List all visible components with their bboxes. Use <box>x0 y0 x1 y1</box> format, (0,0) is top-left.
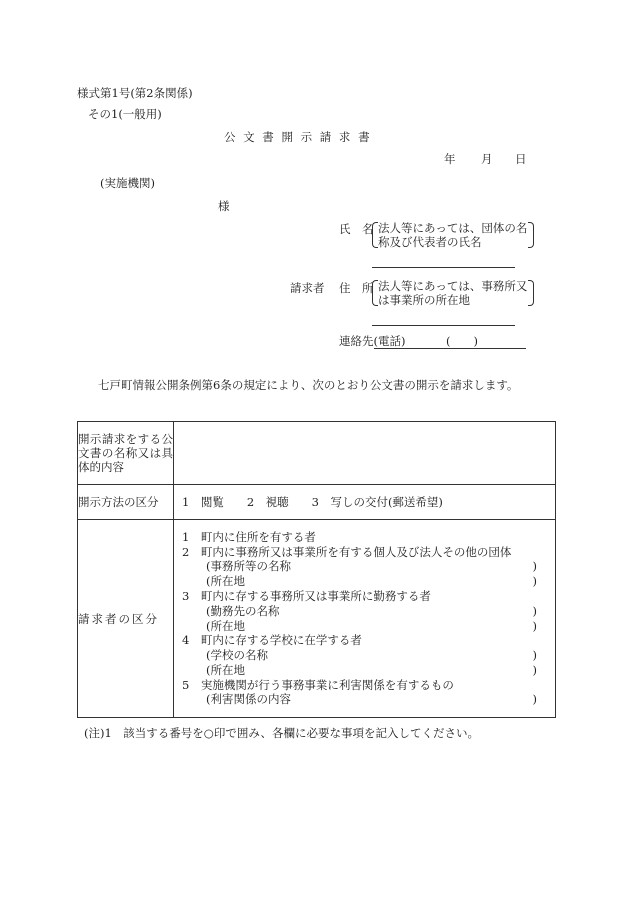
disclosure-method-options[interactable]: 1 閲覧 2 視聴 3 写しの交付(郵送希望) <box>174 485 556 520</box>
address-label: 住 所 <box>339 281 374 295</box>
list-item-text: (勤務先の名称 <box>206 603 280 618</box>
disclosure-method-label: 開示方法の区分 <box>78 485 174 520</box>
address-note: 法人等にあっては、事務所又は事業所の所在地 <box>372 279 534 307</box>
address-line[interactable] <box>372 325 515 326</box>
list-item <box>182 545 547 560</box>
document-name-field[interactable] <box>174 422 556 485</box>
table-row <box>78 520 556 718</box>
requester-category-list[interactable] <box>174 520 556 718</box>
list-item-text: 4 町内に存する学校に在学する者 <box>182 633 362 648</box>
list-item-text: (所在地 <box>206 618 245 633</box>
name-note: 法人等にあっては、団体の名称及び代表者の氏名 <box>372 221 534 249</box>
document-title: 公 文 書 開 示 請 求 書 <box>224 130 372 144</box>
statement: 七戸町情報公開条例第6条の規定により、次のとおり公文書の開示を請求します。 <box>98 378 519 392</box>
list-item <box>182 692 547 707</box>
date-year: 年 <box>444 152 456 166</box>
list-item <box>182 619 547 634</box>
list-item-text: (学校の名称 <box>206 648 268 663</box>
contact-label: 連絡先(電話) <box>339 334 406 348</box>
list-item <box>182 663 547 678</box>
footnote: (注)1 該当する番号を○印で囲み、各欄に必要な事項を記入してください。 <box>84 726 480 740</box>
form-number: 様式第1号(第2条関係) <box>77 86 193 100</box>
list-item-text: (所在地 <box>206 574 245 589</box>
list-item-text: (事務所等の名称 <box>206 559 291 574</box>
document-name-label: 開示請求をする公文書の名称又は具体的内容 <box>78 422 174 485</box>
contact-parens: ( ) <box>446 334 478 348</box>
list-item <box>182 559 547 574</box>
form-variant: その1(一般用) <box>88 107 162 121</box>
list-item <box>182 604 547 619</box>
closing-paren: ) <box>532 559 537 574</box>
list-item <box>182 530 547 545</box>
closing-paren: ) <box>532 692 537 707</box>
date-month: 月 <box>481 152 493 166</box>
list-item-text: 3 町内に存する事務所又は事業所に勤務する者 <box>182 588 431 603</box>
list-item-text: 1 町内に住所を有する者 <box>182 529 316 544</box>
table-row <box>78 422 556 485</box>
list-item <box>182 633 547 648</box>
requester-category-label: 請求者の区分 <box>78 520 174 718</box>
list-item <box>182 648 547 663</box>
closing-paren: ) <box>532 574 537 589</box>
list-item <box>182 574 547 589</box>
agency-label: (実施機関) <box>100 176 155 190</box>
date-day: 日 <box>515 152 527 166</box>
closing-paren: ) <box>532 648 537 663</box>
name-line[interactable] <box>372 267 515 268</box>
list-item <box>182 589 547 604</box>
contact-line[interactable] <box>374 348 526 349</box>
closing-paren: ) <box>532 618 537 633</box>
table-row <box>78 485 556 520</box>
list-item-text: 2 町内に事務所又は事業所を有する個人及び法人その他の団体 <box>182 544 512 559</box>
requester-section-label: 請求者 <box>290 281 325 295</box>
list-item <box>182 678 547 693</box>
closing-paren: ) <box>532 662 537 677</box>
list-item-text: (所在地 <box>206 662 245 677</box>
name-label: 氏 名 <box>339 222 374 236</box>
closing-paren: ) <box>532 603 537 618</box>
honorific: 様 <box>218 199 230 213</box>
list-item-text: 5 実施機関が行う事務事業に利害関係を有するもの <box>182 677 454 692</box>
list-item-text: (利害関係の内容 <box>206 692 291 707</box>
request-table <box>77 421 556 718</box>
